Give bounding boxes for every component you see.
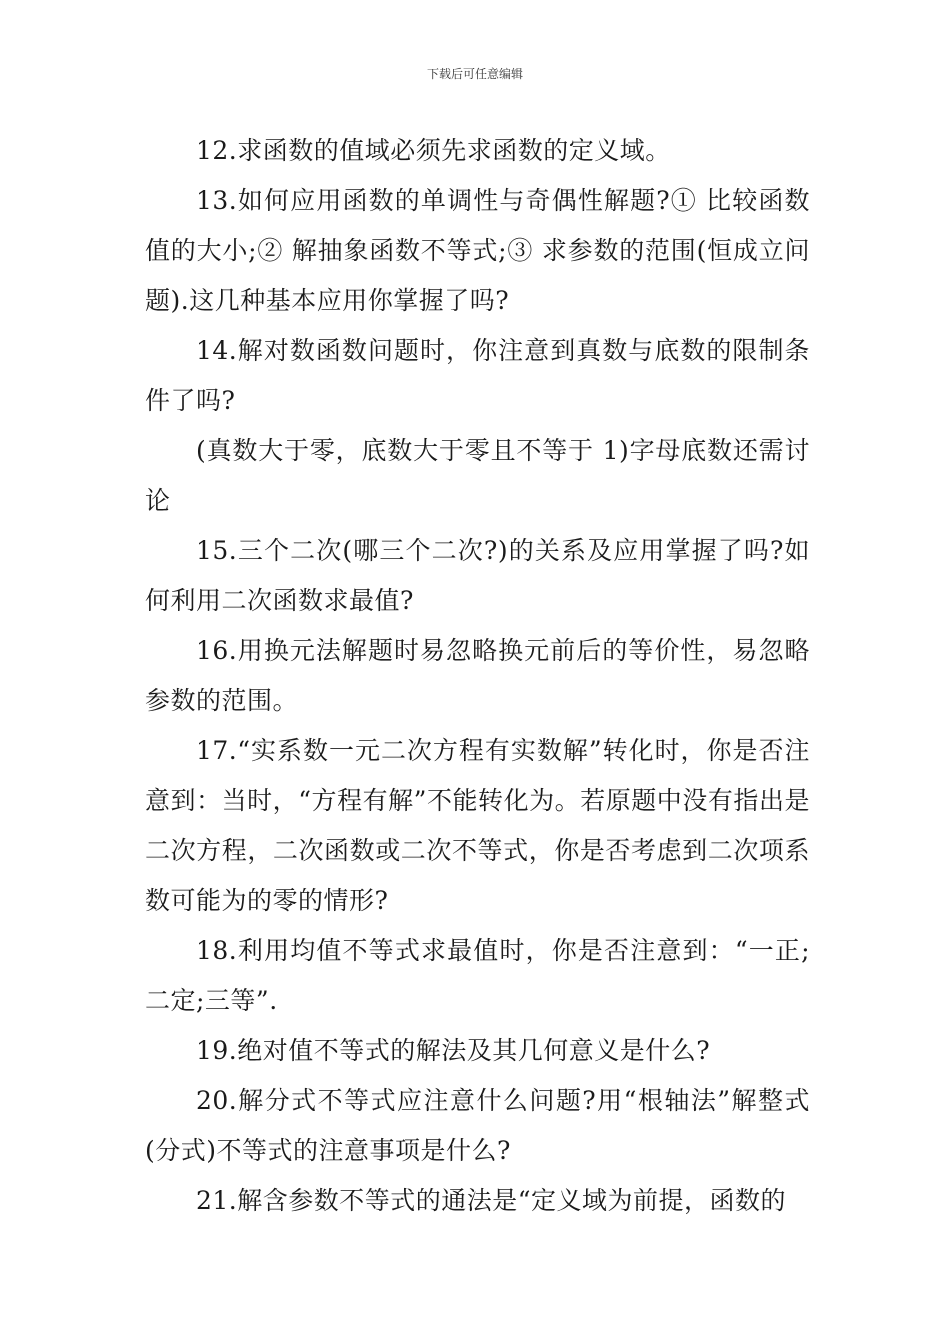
paragraph-15: 15.三个二次(哪三个二次?)的关系及应用掌握了吗?如何利用二次函数求最值? [145,536,810,615]
paragraph-12: 12.求函数的值域必须先求函数的定义域。 [196,136,671,165]
paragraph-18: 18.利用均值不等式求最值时，你是否注意到：“一正;二定;三等”. [145,936,810,1015]
paragraph-14-note: (真数大于零，底数大于零且不等于 1)字母底数还需讨论 [145,436,810,515]
paragraph-21: 21.解含参数不等式的通法是“定义域为前提，函数的 [196,1186,787,1215]
paragraph-20: 20.解分式不等式应注意什么问题?用“根轴法”解整式(分式)不等式的注意事项是什么? [145,1086,810,1165]
paragraph-19: 19.绝对值不等式的解法及其几何意义是什么? [196,1036,711,1065]
paragraph-13: 13.如何应用函数的单调性与奇偶性解题?① 比较函数值的大小;② 解抽象函数不等式;③ 求参数的范围(恒成立问题).这几种基本应用你掌握了吗? [145,186,810,315]
paragraph-17: 17.“实系数一元二次方程有实数解”转化时，你是否注意到：当时，“方程有解”不能转化为。若原题中没有指出是二次方程，二次函数或二次不等式，你是否考虑到二次项系数可能为的零的情形? [145,736,810,915]
paragraph-14: 14.解对数函数问题时，你注意到真数与底数的限制条件了吗? [145,336,810,415]
document-body [145,126,810,1226]
paragraph-16: 16.用换元法解题时易忽略换元前后的等价性，易忽略参数的范围。 [145,636,810,715]
page-header: 下载后可任意编辑 [426,67,523,81]
